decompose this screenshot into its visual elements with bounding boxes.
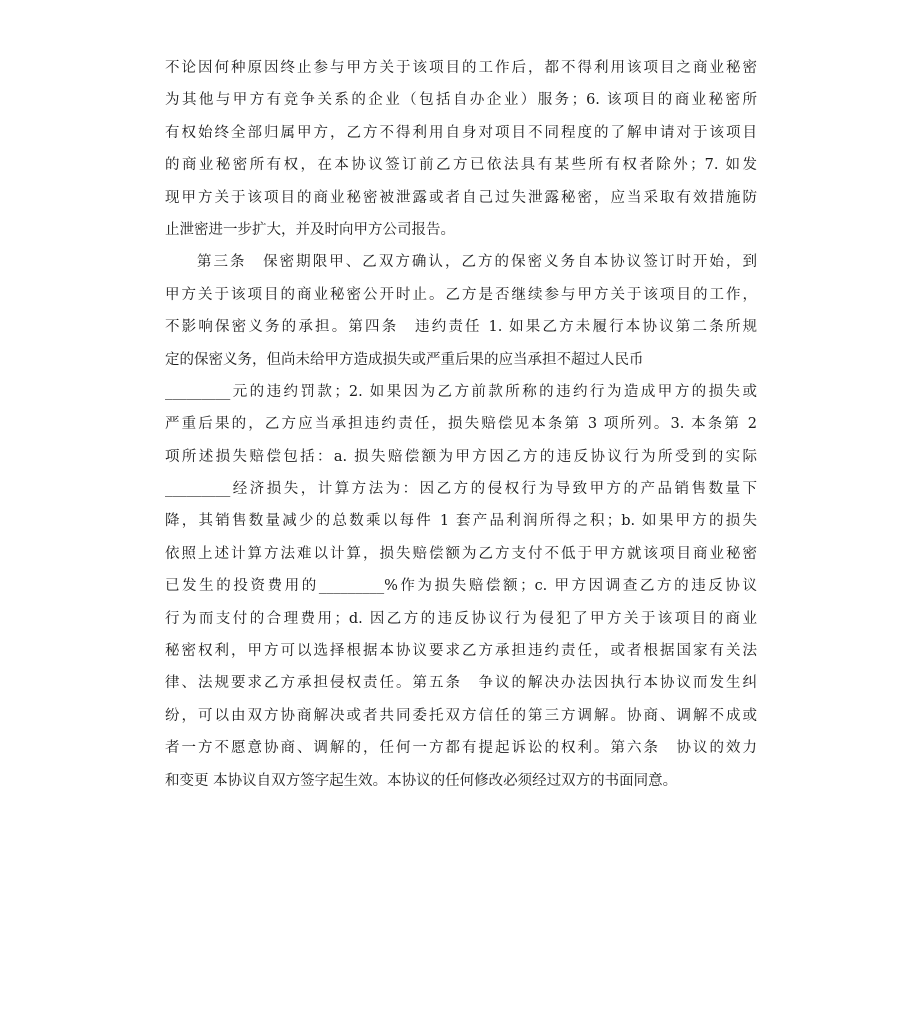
text-line: 为其他与甲方有竞争关系的企业（包括自办企业）服务；6. 该项目的商业秘密所 [165, 92, 757, 109]
text-line: _________经济损失，计算方法为：因乙方的侵权行为导致甲方的产品销售数量下 [165, 481, 757, 498]
text-line: 甲方关于该项目的商业秘密公开时止。乙方是否继续参与甲方关于该项目的工作， [165, 286, 757, 303]
text-line: 者一方不愿意协商、调解的，任何一方都有提起诉讼的权利。第六条 协议的效力 [165, 740, 757, 757]
text-line: 项所述损失赔偿包括：a. 损失赔偿额为甲方因乙方的违反协议行为所受到的实际 [165, 448, 757, 465]
text-line: 不影响保密义务的承担。第四条 违约责任 1. 如果乙方未履行本协议第二条所规 [165, 319, 757, 336]
text-line: 止泄密进一步扩大，并及时向甲方公司报告。 [165, 221, 455, 238]
text-line: 严重后果的，乙方应当承担违约责任，损失赔偿见本条第 3 项所列。3. 本条第 2 [165, 416, 757, 433]
text-line: 的商业秘密所有权，在本协议签订前乙方已依法具有某些所有权者除外；7. 如发 [165, 157, 757, 174]
text-line: 依照上述计算方法难以计算，损失赔偿额为乙方支付不低于甲方就该项目商业秘密 [165, 545, 757, 562]
text-line: 行为而支付的合理费用；d. 因乙方的违反协议行为侵犯了甲方关于该项目的商业 [165, 610, 757, 627]
text-line: 秘密权利，甲方可以选择根据本协议要求乙方承担违约责任，或者根据国家有关法 [165, 643, 757, 660]
text-line: 纷，可以由双方协商解决或者共同委托双方信任的第三方调解。协商、调解不成或 [165, 707, 757, 724]
text-line: 已发生的投资费用的_________%作为损失赔偿额；c. 甲方因调查乙方的违反协议 [165, 578, 757, 595]
text-line: 律、法规要求乙方承担侵权责任。第五条 争议的解决办法因执行本协议而发生纠 [165, 675, 757, 692]
text-line: 降，其销售数量减少的总数乘以每件 1 套产品利润所得之积；b. 如果甲方的损失 [165, 513, 757, 530]
document-body [165, 52, 757, 797]
text-line: 第三条 保密期限甲、乙双方确认，乙方的保密义务自本协议签订时开始，到 [197, 254, 757, 271]
text-line: 定的保密义务，但尚未给甲方造成损失或严重后果的应当承担不超过人民币 [165, 351, 644, 368]
text-line: 现甲方关于该项目的商业秘密被泄露或者自己过失泄露秘密，应当采取有效措施防 [165, 189, 757, 206]
text-line: 和变更 本协议自双方签字起生效。本协议的任何修改必须经过双方的书面同意。 [165, 772, 678, 789]
text-line: 有权始终全部归属甲方，乙方不得利用自身对项目不同程度的了解申请对于该项目 [165, 124, 757, 141]
text-line: 不论因何种原因终止参与甲方关于该项目的工作后，都不得利用该项目之商业秘密 [165, 60, 757, 76]
text-line: _________元的违约罚款；2. 如果因为乙方前款所称的违约行为造成甲方的损失或 [165, 383, 757, 400]
